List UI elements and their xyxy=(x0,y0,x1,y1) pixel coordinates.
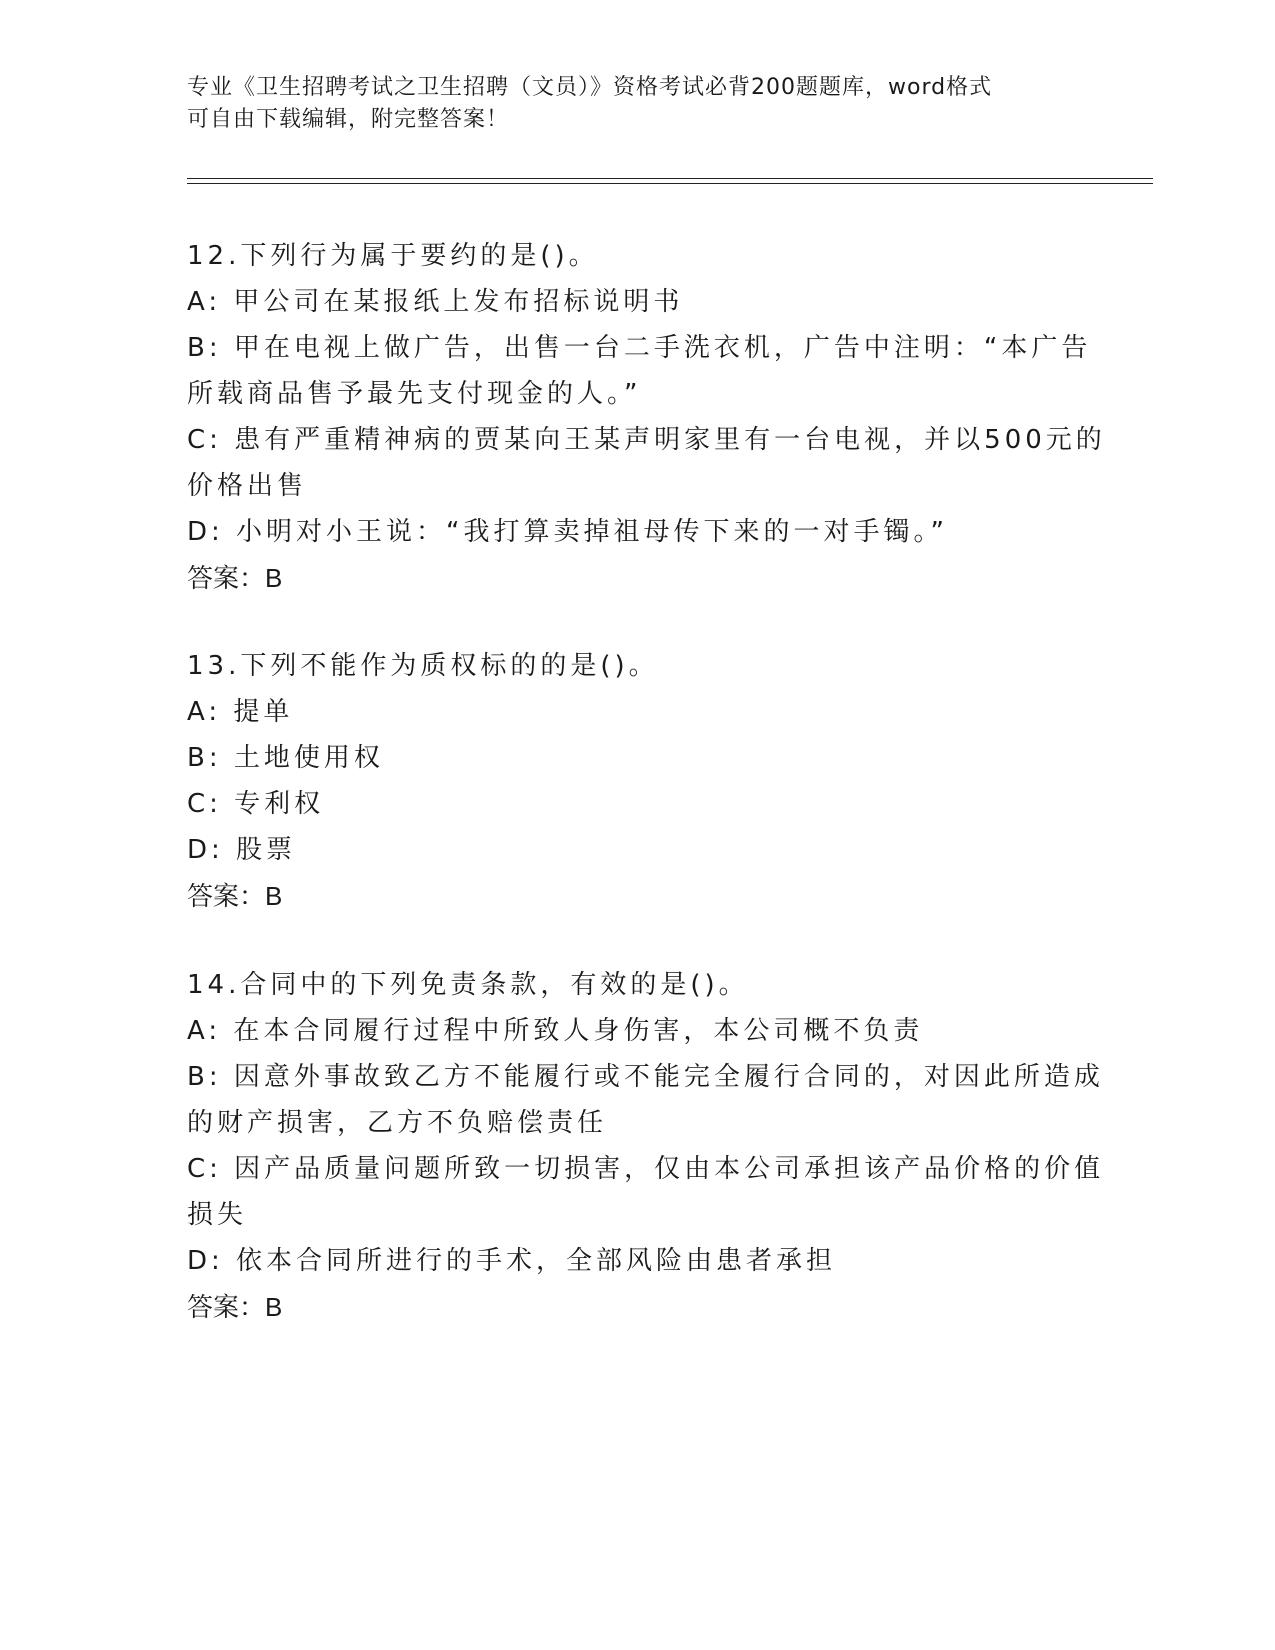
option-a: A: 在本合同履行过程中所致人身伤害，本公司概不负责 xyxy=(187,1016,924,1046)
header-divider-top xyxy=(187,178,1153,179)
option-d: D: 股票 xyxy=(187,835,297,865)
option-b-line-2: 所载商品售予最先支付现金的人。” xyxy=(187,379,642,409)
option-c: C: 专利权 xyxy=(187,789,325,819)
header-line-2: 可自由下载编辑，附完整答案！ xyxy=(187,107,510,132)
header-line-1: 专业《卫生招聘考试之卫生招聘（文员）》资格考试必背200题题库，word格式 xyxy=(187,75,993,100)
answer: 答案：B xyxy=(187,1292,283,1322)
option-a: A: 甲公司在某报纸上发布招标说明书 xyxy=(187,287,684,317)
option-b-line-1: B: 甲在电视上做广告，出售一台二手洗衣机，广告中注明：“本广告 xyxy=(187,333,1092,363)
question-stem: 12.下列行为属于要约的是()。 xyxy=(187,241,599,271)
answer: 答案：B xyxy=(187,881,283,911)
option-c-line-1: C: 患有严重精神病的贾某向王某声明家里有一台电视，并以500元的 xyxy=(187,425,1106,455)
option-c-line-2: 损失 xyxy=(187,1200,248,1230)
option-c-line-2: 价格出售 xyxy=(187,471,308,501)
question-stem: 13.下列不能作为质权标的的是()。 xyxy=(187,651,659,681)
document-header xyxy=(187,72,1067,136)
option-d: D: 小明对小王说：“我打算卖掉祖母传下来的一对手镯。” xyxy=(187,517,948,547)
option-c-line-1: C: 因产品质量问题所致一切损害，仅由本公司承担该产品价格的价值 xyxy=(187,1154,1105,1184)
question-stem: 14.合同中的下列免责条款，有效的是()。 xyxy=(187,970,749,1000)
option-a: A: 提单 xyxy=(187,697,294,727)
question-14 xyxy=(187,962,1105,1330)
answer: 答案：B xyxy=(187,563,283,593)
option-b-line-1: B: 因意外事故致乙方不能履行或不能完全履行合同的，对因此所造成 xyxy=(187,1062,1104,1092)
question-13 xyxy=(187,643,1087,919)
option-b: B: 土地使用权 xyxy=(187,743,384,773)
header-divider-bottom xyxy=(187,183,1153,184)
option-d: D: 依本合同所进行的手术，全部风险由患者承担 xyxy=(187,1246,837,1276)
question-12 xyxy=(187,233,1106,601)
option-b-line-2: 的财产损害，乙方不负赔偿责任 xyxy=(187,1108,608,1138)
